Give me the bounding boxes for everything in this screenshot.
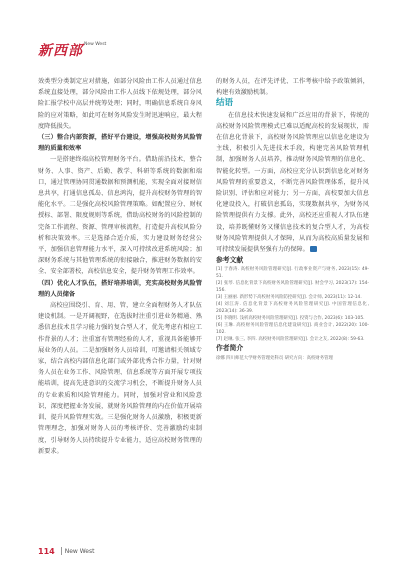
conclusion-text: 在信息技术快速发展和广泛应用的背景下，传统的高校财务风险管理模式已难以适配高校的发展现状，需在信息化背景下，高校财务风险管理应以信息化建设为主线，积极引入先进技术手段，构建完善风险管理机制，加强财务人员培养，推动财务风险管理的信息化、智能化转型。一方面，高校应充分认识到信息化对财务风险管理的重要意义，不断完善风险管理体系，提升风险识别、评估和应对能力；另一方面，高校要加大信息化建设投入，打破信息孤岛，实现数据共享，为财务风险管理提供有力支撑。此外，高校还应重视人才队伍建设，培养既懂财务又懂信息技术的复合型人才，为高校财务风险管理提供人才保障，从而为高校高质量发展和可持续发展提供坚强有力的保障。 (216, 111, 369, 254)
reference-item: [1] 于春涛. 高校财务风险管理研究[J]. 行政事业资产与财务, 2023(15): 49-51. (216, 267, 369, 280)
subheading-3: （三）整合内部资源，搭好平台建设，增强高校财务风险管理的质量和效率 (38, 134, 202, 153)
reference-item: [4] 刘江涛. 信息化背景下高校财务风险管理研究[J]. 中国管理信息化, 2023(14): 36-39. (216, 302, 369, 315)
end-mark-icon (310, 246, 317, 252)
author-bio: 徐娜 四川师范大学财务管理处科员 研究方向：高校财务管理 (216, 355, 333, 361)
references-heading: 参考文献 (216, 256, 244, 265)
conclusion-heading: 结语 (216, 98, 234, 109)
footer-divider (61, 547, 62, 555)
page-number: 114 (38, 546, 55, 556)
reference-item: [7] 赵琳, 张三, 李四. 高校财务风险管理研究[J]. 会计之友, 2022(8): 59-63. (216, 337, 365, 343)
logo-english: New West (84, 42, 107, 47)
author-heading: 作者简介 (216, 344, 244, 353)
page-footer (38, 545, 94, 557)
conclusion-paragraph (216, 110, 369, 256)
subheading-4: （四）优化人才队伍，搭好培养培训，充实高校财务风险管理的人员储备 (38, 279, 202, 298)
reference-item: [2] 张琴. 信息化背景下高校财务风险管理研究[J]. 财会学习, 2023(17): 154-156. (216, 281, 369, 294)
reference-item: [3] 王丽丽. 新形势下高校财务风险防控研究[J]. 会计师, 2023(11): 12-14. (216, 295, 362, 301)
paragraph-3: 一是搭建终端高校管理财务平台。借助前沿技术，整合财务、人事、资产、后勤、教学、科研等系统的数据和端口，通过管理协同贯通数据和预测机能，实现全面对接财信息共享，打通信息孤岛、信息鸿沟，提升高校财务管理的智能化水平。二是强化高校风险管理策略。如配置应分、财权授标、部署、限度规则等系统，借助高校财务的风险控制的完备工作流程、资源、管理审核流程，打造提升高校风险分析和决策效率。三是选择合适介质，实力建设财务经营公平，加强信息管理能力水平，深入可持续改进系统风险；加深财务系统与其他管理系统的衔接融合，推进财务数据的安全、安全部署校，高校信息安全，提升财务管理工作效率。 (38, 156, 202, 276)
journal-name: New West (64, 547, 95, 555)
journal-logo (38, 40, 108, 58)
paragraph-continued: 的财务人员，在评先评优、工作考核中给予政策倾斜，构建有效激励机制。 (216, 78, 369, 97)
paragraph-4: 高校应围绕引、育、用、管，建立全面程财务人才队伍建设机制。一是开阔视野，在选拔时注重引进业务精通、熟悉信息技术且学习能力强的复合型人才，优先考虑有相应工作背景的人才；注重富有管理经验的人才，重视具备能够开展业务的人员。二是加强财务人员培训，可邀请相关领域专家，结合高校内部信息化部门或外部优秀合作力量，针对财务人员在业务工作、风险管理、信息系统等方面开展专项技能培训，提高先进意识的交流学习机会，不断提升财务人员的专业素质和风险管理能力。同时，加强对营业和风险意识，深度把握业务发展，就财务风险管理的内在价值开展培训、提升风险管理实效。三是强化财务人员激励，积极更新管理理念，加强对财务人员的考核评价、完善激励约束制度，引导财务人员持续提升专业能力，适应高校财务管理的新要求。 (38, 302, 202, 455)
logo-chinese: 新西部 (38, 43, 83, 59)
left-column (38, 76, 202, 457)
paragraph-intro: 效类型分类制定应对措施，如部分风险由工作人员通过信息系统直接处理，部分风险由工作人员线下依规处理，部分风险汇报学校中高层并统筹处理；同时，明确信息系统自身风险的应对策略，如此可在财务风险发生时迅速响应，最大程度降低损失。 (38, 78, 202, 130)
reference-item: [5] 李晓明. 浅析高校财务风险管理研究[J]. 投资与合作, 2023(6): 103-105. (216, 316, 365, 322)
reference-list (216, 266, 369, 343)
right-column (216, 76, 369, 362)
page-header (0, 0, 402, 64)
reference-item: [6] 王琳. 高校财务风险管理信息化建设研究[J]. 商业会计, 2022(20): 100-102. (216, 323, 369, 336)
